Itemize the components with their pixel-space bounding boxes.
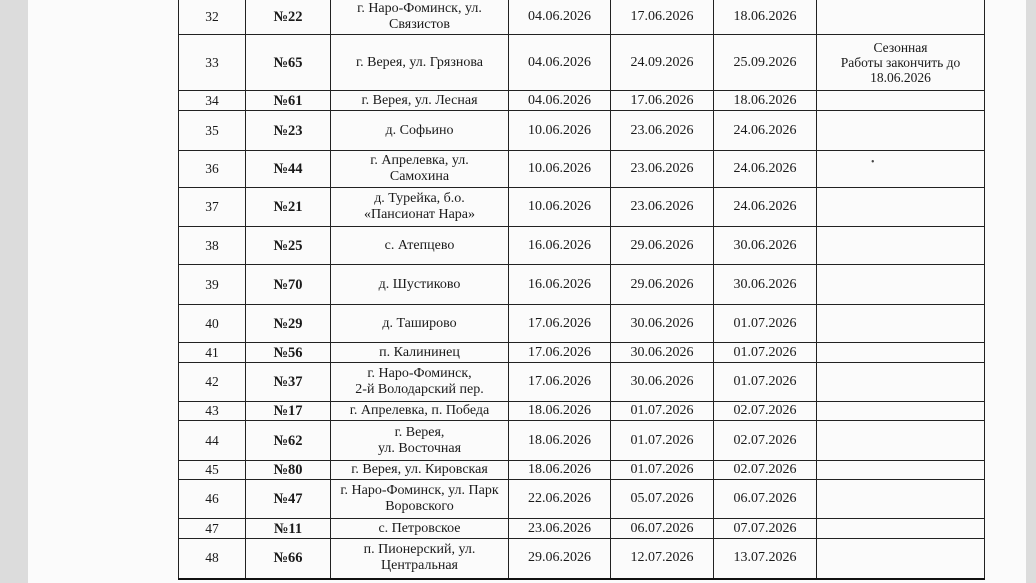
address-cell-line: д. Таширово [382, 315, 457, 331]
address-cell [331, 363, 509, 402]
address-cell-line: г. Верея, ул. Кировская [351, 462, 488, 477]
address-cell [331, 151, 509, 188]
row-number-cell: 45 [179, 461, 246, 480]
address-cell [331, 402, 509, 421]
table-row [179, 265, 985, 305]
table-row [179, 35, 985, 91]
address-cell-line: д. Турейка, б.о. [374, 191, 465, 206]
row-number-cell: 39 [179, 265, 246, 305]
table-row [179, 111, 985, 151]
note-cell [817, 265, 985, 305]
address-cell-line: г. Верея, ул. Лесная [361, 92, 478, 108]
supply-date-cell: 13.07.2026 [714, 539, 817, 579]
note-cell-line: Работы закончить до [840, 55, 961, 70]
address-cell-line: г. Апрелевка, п. Победа [349, 403, 490, 418]
object-code-cell: №11 [246, 519, 331, 539]
start-date-cell: 10.06.2026 [509, 111, 611, 151]
start-date-cell: 17.06.2026 [509, 305, 611, 343]
note-cell [817, 519, 985, 539]
address-cell [331, 519, 509, 539]
address-cell [331, 0, 509, 35]
start-date-cell: 23.06.2026 [509, 519, 611, 539]
supply-date-cell: 07.07.2026 [714, 519, 817, 539]
row-number-cell: 48 [179, 539, 246, 579]
address-cell-line: п. Калининец [379, 344, 460, 360]
address-cell [331, 461, 509, 480]
supply-date-cell: 02.07.2026 [714, 421, 817, 461]
table-row [179, 0, 985, 35]
end-date-cell: 29.06.2026 [611, 265, 714, 305]
row-number-cell: 38 [179, 227, 246, 265]
note-cell [817, 151, 985, 188]
start-date-cell: 04.06.2026 [509, 35, 611, 91]
note-cell [817, 188, 985, 227]
address-cell-line: ул. Восточная [377, 440, 462, 456]
row-number-cell: 32 [179, 0, 246, 35]
note-cell [817, 0, 985, 35]
end-date-cell: 06.07.2026 [611, 519, 714, 539]
start-date-cell: 04.06.2026 [509, 91, 611, 111]
note-cell [817, 35, 985, 91]
supply-date-cell: 24.06.2026 [714, 111, 817, 151]
end-date-cell: 17.06.2026 [611, 0, 714, 35]
supply-date-cell: 01.07.2026 [714, 305, 817, 343]
table-row [179, 151, 985, 188]
address-cell [331, 35, 509, 91]
supply-date-cell: 06.07.2026 [714, 480, 817, 519]
object-code-cell: №47 [246, 480, 331, 519]
end-date-cell: 30.06.2026 [611, 305, 714, 343]
supply-date-cell: 02.07.2026 [714, 402, 817, 421]
scan-speck: • [871, 157, 875, 168]
address-cell-line: г. Верея, [394, 424, 445, 440]
object-code-cell: №44 [246, 151, 331, 188]
end-date-cell: 30.06.2026 [611, 363, 714, 402]
start-date-cell: 17.06.2026 [509, 343, 611, 363]
note-cell [817, 402, 985, 421]
table-row [179, 480, 985, 519]
row-number-cell: 46 [179, 480, 246, 519]
address-cell-line: «Пансионат Нара» [363, 207, 476, 222]
start-date-cell: 10.06.2026 [509, 151, 611, 188]
supply-date-cell: 02.07.2026 [714, 461, 817, 480]
address-cell-line: д. Шустиково [378, 276, 461, 292]
address-cell-line: Связистов [389, 16, 450, 32]
start-date-cell: 18.06.2026 [509, 402, 611, 421]
table-row [179, 91, 985, 111]
address-cell-line: 2-й Володарский пер. [355, 382, 484, 397]
object-code-cell: №21 [246, 188, 331, 227]
address-cell-line: г. Наро-Фоминск, ул. Парк [340, 483, 499, 498]
note-cell-line: 18.06.2026 [870, 70, 931, 85]
note-cell [817, 363, 985, 402]
address-cell [331, 227, 509, 265]
end-date-cell: 24.09.2026 [611, 35, 714, 91]
start-date-cell: 16.06.2026 [509, 265, 611, 305]
supply-date-cell: 30.06.2026 [714, 265, 817, 305]
row-number-cell: 40 [179, 305, 246, 343]
object-code-cell: №29 [246, 305, 331, 343]
row-number-cell: 36 [179, 151, 246, 188]
object-code-cell: №80 [246, 461, 331, 480]
object-code-cell: №56 [246, 343, 331, 363]
address-cell [331, 480, 509, 519]
object-code-cell: №62 [246, 421, 331, 461]
address-cell [331, 188, 509, 227]
table-row [179, 402, 985, 421]
address-cell-line: Воровского [385, 499, 454, 514]
object-code-cell: №61 [246, 91, 331, 111]
address-cell-line: п. Пионерский, ул. [363, 542, 476, 558]
address-cell [331, 111, 509, 151]
supply-date-cell: 24.06.2026 [714, 188, 817, 227]
supply-date-cell: 18.06.2026 [714, 91, 817, 111]
object-code-cell: №70 [246, 265, 331, 305]
row-number-cell: 43 [179, 402, 246, 421]
end-date-cell: 01.07.2026 [611, 421, 714, 461]
row-number-cell: 47 [179, 519, 246, 539]
table-row [179, 305, 985, 343]
address-cell-line: г. Наро-Фоминск, [367, 366, 472, 381]
address-cell-line: д. Софьино [385, 122, 454, 138]
start-date-cell: 18.06.2026 [509, 461, 611, 480]
note-cell [817, 305, 985, 343]
supply-date-cell: 25.09.2026 [714, 35, 817, 91]
address-cell-line: Самохина [389, 169, 450, 184]
end-date-cell: 23.06.2026 [611, 111, 714, 151]
table-row [179, 343, 985, 363]
table-row [179, 421, 985, 461]
note-cell [817, 111, 985, 151]
note-cell [817, 480, 985, 519]
supply-date-cell: 01.07.2026 [714, 343, 817, 363]
supply-date-cell: 01.07.2026 [714, 363, 817, 402]
address-cell [331, 421, 509, 461]
note-cell [817, 343, 985, 363]
end-date-cell: 17.06.2026 [611, 91, 714, 111]
start-date-cell: 16.06.2026 [509, 227, 611, 265]
note-cell [817, 421, 985, 461]
table-row [179, 363, 985, 402]
row-number-cell: 34 [179, 91, 246, 111]
supply-date-cell: 18.06.2026 [714, 0, 817, 35]
start-date-cell: 17.06.2026 [509, 363, 611, 402]
schedule-table [178, 0, 985, 580]
end-date-cell: 05.07.2026 [611, 480, 714, 519]
end-date-cell: 01.07.2026 [611, 461, 714, 480]
object-code-cell: №17 [246, 402, 331, 421]
note-cell [817, 227, 985, 265]
row-number-cell: 44 [179, 421, 246, 461]
address-cell [331, 539, 509, 579]
row-number-cell: 41 [179, 343, 246, 363]
address-cell-line: Центральная [381, 558, 458, 574]
note-cell [817, 91, 985, 111]
start-date-cell: 18.06.2026 [509, 421, 611, 461]
end-date-cell: 23.06.2026 [611, 188, 714, 227]
address-cell [331, 343, 509, 363]
note-cell [817, 539, 985, 579]
object-code-cell: №23 [246, 111, 331, 151]
object-code-cell: №25 [246, 227, 331, 265]
row-number-cell: 35 [179, 111, 246, 151]
table-row [179, 539, 985, 579]
table-row [179, 519, 985, 539]
supply-date-cell: 24.06.2026 [714, 151, 817, 188]
address-cell [331, 305, 509, 343]
address-cell-line: г. Апрелевка, ул. [370, 153, 469, 168]
end-date-cell: 01.07.2026 [611, 402, 714, 421]
table-body [179, 0, 985, 579]
object-code-cell: №65 [246, 35, 331, 91]
table-row [179, 227, 985, 265]
address-cell-line: г. Верея, ул. Грязнова [355, 54, 484, 70]
address-cell-line: с. Атепцево [384, 237, 455, 253]
row-number-cell: 42 [179, 363, 246, 402]
address-cell-line: г. Наро-Фоминск, ул. [357, 0, 482, 16]
table-row [179, 461, 985, 480]
document-page [28, 0, 1026, 583]
end-date-cell: 23.06.2026 [611, 151, 714, 188]
object-code-cell: №37 [246, 363, 331, 402]
object-code-cell: №66 [246, 539, 331, 579]
note-cell-line: Сезонная [873, 40, 928, 55]
address-cell-line: с. Петровское [378, 520, 461, 536]
address-cell [331, 265, 509, 305]
address-cell [331, 91, 509, 111]
end-date-cell: 12.07.2026 [611, 539, 714, 579]
supply-date-cell: 30.06.2026 [714, 227, 817, 265]
table-row [179, 188, 985, 227]
start-date-cell: 29.06.2026 [509, 539, 611, 579]
end-date-cell: 30.06.2026 [611, 343, 714, 363]
start-date-cell: 04.06.2026 [509, 0, 611, 35]
object-code-cell: №22 [246, 0, 331, 35]
end-date-cell: 29.06.2026 [611, 227, 714, 265]
note-cell [817, 461, 985, 480]
start-date-cell: 22.06.2026 [509, 480, 611, 519]
row-number-cell: 37 [179, 188, 246, 227]
schedule-table-wrap [178, 0, 985, 580]
start-date-cell: 10.06.2026 [509, 188, 611, 227]
row-number-cell: 33 [179, 35, 246, 91]
